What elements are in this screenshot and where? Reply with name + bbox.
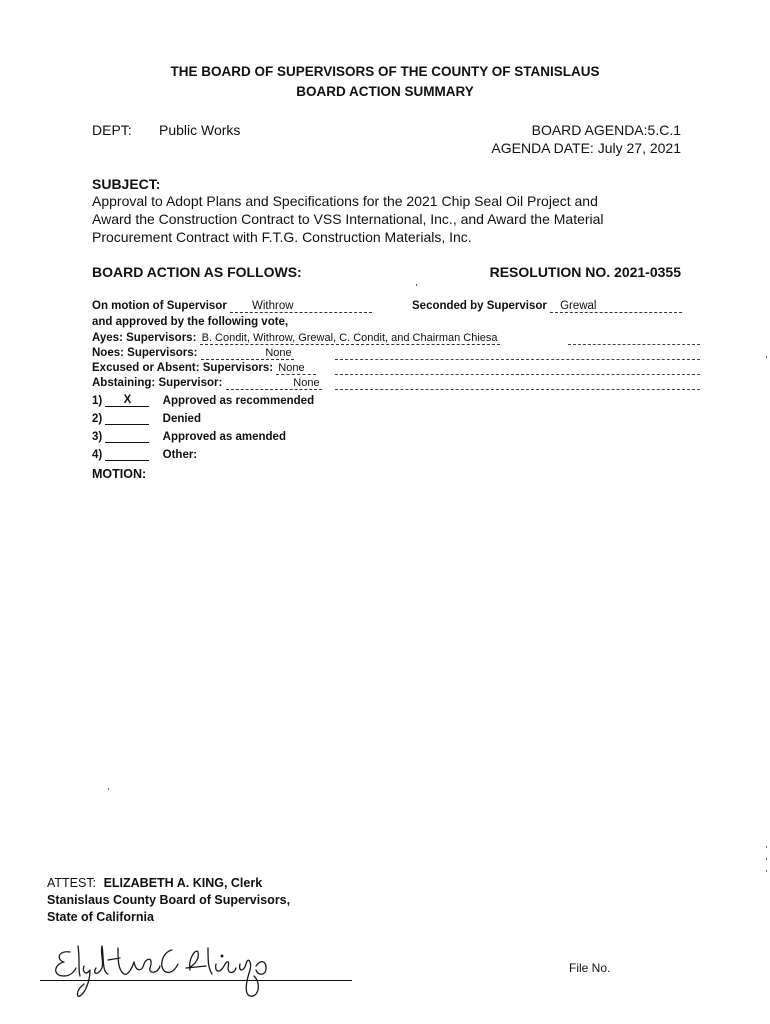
scan-speck bbox=[766, 356, 767, 358]
dept-label: DEPT: bbox=[92, 122, 132, 138]
clerk-signature bbox=[40, 938, 360, 1000]
approved-vote-line: and approved by the following vote, bbox=[92, 316, 289, 328]
option-2 bbox=[92, 413, 201, 425]
excused-fill-line bbox=[335, 374, 700, 375]
scan-speck bbox=[766, 846, 767, 848]
motion-by: Withrow bbox=[230, 300, 372, 313]
abstaining-line bbox=[92, 377, 322, 390]
motion-label: On motion of Supervisor bbox=[92, 300, 227, 312]
excused-label: Excused or Absent: Supervisors: bbox=[92, 362, 274, 374]
option-3-number: 3) bbox=[92, 431, 103, 443]
option-3 bbox=[92, 431, 286, 443]
dept-value: Public Works bbox=[159, 122, 241, 138]
option-3-label: Approved as amended bbox=[162, 431, 286, 443]
seconded-by: Grewal bbox=[550, 300, 682, 313]
document-title: THE BOARD OF SUPERVISORS OF THE COUNTY OF STANISLAUS bbox=[170, 64, 600, 79]
option-1-mark: X bbox=[105, 395, 149, 407]
option-4-number: 4) bbox=[92, 449, 103, 461]
option-2-mark bbox=[105, 413, 149, 425]
subject-label: SUBJECT: bbox=[92, 176, 161, 192]
attest-line-1 bbox=[47, 876, 262, 890]
file-number-label: File No. bbox=[569, 961, 611, 975]
attest-prefix: ATTEST: bbox=[47, 876, 97, 890]
scan-speck bbox=[766, 858, 767, 860]
abstaining-fill-line bbox=[335, 389, 700, 390]
noes-label: Noes: Supervisors: bbox=[92, 347, 198, 359]
noes-line bbox=[92, 347, 294, 360]
document-subtitle: BOARD ACTION SUMMARY bbox=[296, 84, 474, 99]
subject-line-2: Award the Construction Contract to VSS International, Inc., and Award the Material bbox=[92, 211, 604, 227]
ayes-fill-line bbox=[568, 344, 700, 345]
board-agenda: BOARD AGENDA:5.C.1 bbox=[531, 122, 681, 138]
option-2-number: 2) bbox=[92, 413, 103, 425]
attest-line-3: State of California bbox=[47, 910, 154, 924]
seconded-line bbox=[412, 300, 682, 313]
scan-speck bbox=[416, 284, 417, 286]
option-1 bbox=[92, 395, 314, 407]
subject-line-3: Procurement Contract with F.T.G. Construction Materials, Inc. bbox=[92, 229, 472, 245]
signature-line bbox=[40, 980, 352, 981]
attest-clerk-name: ELIZABETH A. KING, Clerk bbox=[103, 876, 263, 890]
noes-value: None bbox=[201, 347, 294, 360]
abstaining-value: None bbox=[226, 377, 322, 390]
ayes-line bbox=[92, 332, 500, 345]
option-4 bbox=[92, 449, 197, 461]
attest-line-2: Stanislaus County Board of Supervisors, bbox=[47, 893, 291, 907]
motion-line bbox=[92, 300, 372, 313]
option-4-mark bbox=[105, 449, 149, 461]
option-1-label: Approved as recommended bbox=[162, 395, 315, 407]
ayes-names: B. Condit, Withrow, Grewal, C. Condit, and Chairman Chiesa bbox=[201, 332, 498, 344]
abstaining-label: Abstaining: Supervisor: bbox=[92, 377, 223, 389]
option-3-mark bbox=[105, 431, 149, 443]
option-2-label: Denied bbox=[162, 413, 201, 425]
option-4-label: Other: bbox=[162, 449, 198, 461]
agenda-date: AGENDA DATE: July 27, 2021 bbox=[491, 140, 681, 156]
board-action-heading: BOARD ACTION AS FOLLOWS: bbox=[92, 264, 302, 280]
motion-label: MOTION: bbox=[92, 467, 147, 481]
ayes-label: Ayes: Supervisors: bbox=[92, 332, 197, 344]
subject-line-1: Approval to Adopt Plans and Specifications for the 2021 Chip Seal Oil Project and bbox=[92, 193, 598, 209]
noes-fill-line bbox=[335, 359, 700, 360]
excused-value: None bbox=[276, 362, 316, 375]
seconded-label: Seconded by Supervisor bbox=[412, 300, 547, 312]
excused-line bbox=[92, 362, 316, 375]
scan-speck bbox=[108, 788, 109, 790]
resolution-number: RESOLUTION NO. 2021-0355 bbox=[489, 264, 681, 280]
option-1-number: 1) bbox=[92, 395, 103, 407]
scan-speck bbox=[766, 870, 767, 872]
